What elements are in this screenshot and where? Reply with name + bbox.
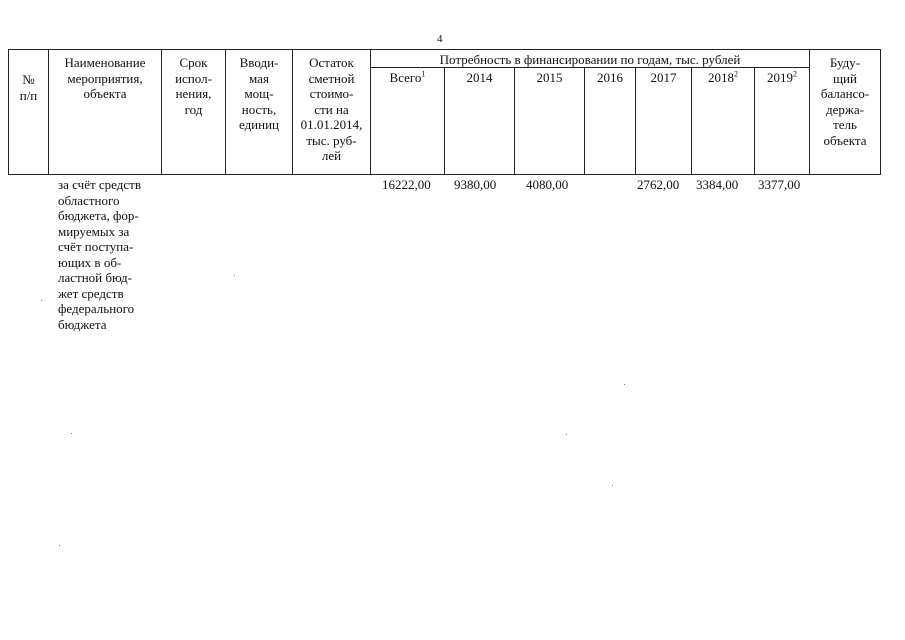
- scan-speck: [71, 433, 72, 434]
- header-year-2019-label: 2019: [767, 70, 793, 85]
- row-name: за счёт средств областного бюджета, фор- мируемых за счёт поступа- ющих в об- ластной бюд- жет средств федерального бюджета: [58, 177, 141, 332]
- header-year-2016: 2016: [597, 70, 623, 85]
- header-capacity: Вводи- мая мощ- ность, единиц: [238, 55, 280, 132]
- header-funding-group: Потребность в финансировании по годам, тыс. рублей: [439, 52, 741, 67]
- header-year-2019-footnote: 2: [793, 69, 797, 79]
- header-total-label: Всего: [389, 70, 422, 85]
- header-num: № п/п: [19, 72, 38, 103]
- header-remainder: Остаток сметной стоимо- сти на 01.01.2014, тыс. руб- лей: [300, 55, 363, 163]
- row-2018: 3384,00: [696, 177, 739, 192]
- header-year-2018-footnote: 2: [734, 69, 738, 79]
- header-term: Срок испол- нения, год: [175, 55, 212, 117]
- table-top-border: [8, 49, 881, 50]
- header-holder: Буду- щий балансо- держа- тель объекта: [820, 55, 870, 148]
- row-total: 16222,00: [382, 177, 431, 192]
- header-total: [370, 70, 445, 86]
- header-year-2014: 2014: [466, 70, 493, 85]
- scan-speck: [624, 384, 625, 385]
- row-2014: 9380,00: [454, 177, 497, 192]
- scan-speck: [234, 275, 235, 276]
- scan-speck: [59, 545, 60, 546]
- header-year-2018-label: 2018: [708, 70, 734, 85]
- header-year-2015: 2015: [536, 70, 563, 85]
- scan-speck: [612, 485, 613, 486]
- page-number: 4: [437, 33, 443, 45]
- header-year-2018: [691, 70, 755, 86]
- header-name: Наименование мероприятия, объекта: [64, 55, 146, 101]
- row-2017: 2762,00: [637, 177, 680, 192]
- scan-speck: [41, 300, 42, 301]
- header-total-footnote: 1: [421, 69, 426, 79]
- row-2019: 3377,00: [758, 177, 801, 192]
- row-2015: 4080,00: [526, 177, 569, 192]
- col-border: [8, 49, 9, 175]
- scan-speck: [566, 434, 567, 435]
- header-year-2017: 2017: [650, 70, 677, 85]
- header-year-2019: [754, 70, 810, 86]
